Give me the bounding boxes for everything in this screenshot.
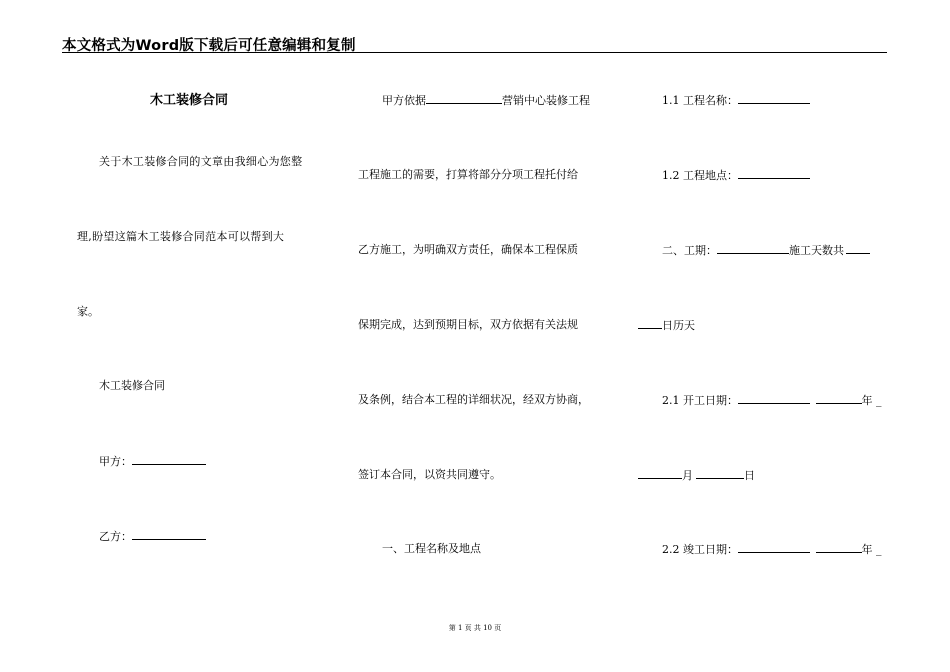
party-a-basis-blank xyxy=(426,93,502,104)
line1-prefix: 甲方依据 xyxy=(382,94,426,107)
contract-title: 木工装修合同 xyxy=(150,93,229,108)
project-location-label: 1.2 工程地点： xyxy=(662,169,738,182)
calendar-days-blank xyxy=(638,318,662,329)
month-label: 月 xyxy=(682,469,693,482)
start-trailing-blank: _ xyxy=(876,394,882,407)
end-year-label: 年 xyxy=(861,543,873,556)
col2-line-2: 工程施工的需要，打算将部分分项工程托付给 xyxy=(358,168,578,181)
project-name-label: 1.1 工程名称： xyxy=(662,94,738,107)
start-year-blank xyxy=(816,393,862,404)
end-date-label: 2.2 竣工日期： xyxy=(662,543,738,556)
party-b-label: 乙方： xyxy=(99,530,132,543)
start-month-day-line xyxy=(638,468,755,483)
intro-line-3: 家。 xyxy=(77,305,99,318)
schedule-label: 二、工期： xyxy=(662,244,717,257)
start-day-blank xyxy=(696,468,744,479)
project-name-field xyxy=(662,93,810,108)
page-footer: 第 1 页 共 10 页 xyxy=(448,624,502,632)
line1-suffix: 营销中心装修工程 xyxy=(502,94,590,107)
days-label: 施工天数共 xyxy=(789,244,844,257)
col2-line-6: 签订本合同，以资共同遵守。 xyxy=(358,468,501,481)
day-label: 日 xyxy=(744,469,755,482)
start-date-label: 2.1 开工日期： xyxy=(662,394,738,407)
schedule-heading xyxy=(662,243,870,258)
project-location-field xyxy=(662,168,810,183)
header-divider xyxy=(62,52,887,53)
section-1-heading: 一、工程名称及地点 xyxy=(382,542,481,555)
party-a-label: 甲方： xyxy=(99,455,132,468)
schedule-blank xyxy=(717,243,789,254)
end-date-field xyxy=(662,542,882,557)
start-date-blank-1 xyxy=(738,393,810,404)
start-date-field xyxy=(662,393,882,408)
col2-line-5: 及条例，结合本工程的详细状况，经双方协商， xyxy=(358,393,589,406)
party-b-blank xyxy=(132,529,206,540)
party-b-field xyxy=(99,529,206,544)
calendar-days-label: 日历天 xyxy=(662,319,695,332)
col2-line-1 xyxy=(382,93,590,108)
days-blank xyxy=(846,243,870,254)
end-trailing-blank: _ xyxy=(876,543,882,556)
project-name-blank xyxy=(738,93,810,104)
start-year-label: 年 xyxy=(861,394,873,407)
project-location-blank xyxy=(738,168,810,179)
calendar-days-line xyxy=(638,318,695,333)
start-month-blank xyxy=(638,468,682,479)
col2-line-4: 保期完成，达到预期目标，双方依据有关法规 xyxy=(358,318,578,331)
end-year-blank xyxy=(816,542,862,553)
party-a-blank xyxy=(132,454,206,465)
intro-line-2: 理,盼望这篇木工装修合同范本可以帮到大 xyxy=(77,230,285,243)
end-date-blank-1 xyxy=(738,542,810,553)
document-name: 木工装修合同 xyxy=(99,379,165,392)
document-header: 本文格式为Word版下载后可任意编辑和复制 xyxy=(62,38,356,54)
intro-line-1: 关于木工装修合同的文章由我细心为您整 xyxy=(99,155,303,168)
col2-line-3: 乙方施工，为明确双方责任，确保本工程保质 xyxy=(358,243,578,256)
party-a-field xyxy=(99,454,206,469)
